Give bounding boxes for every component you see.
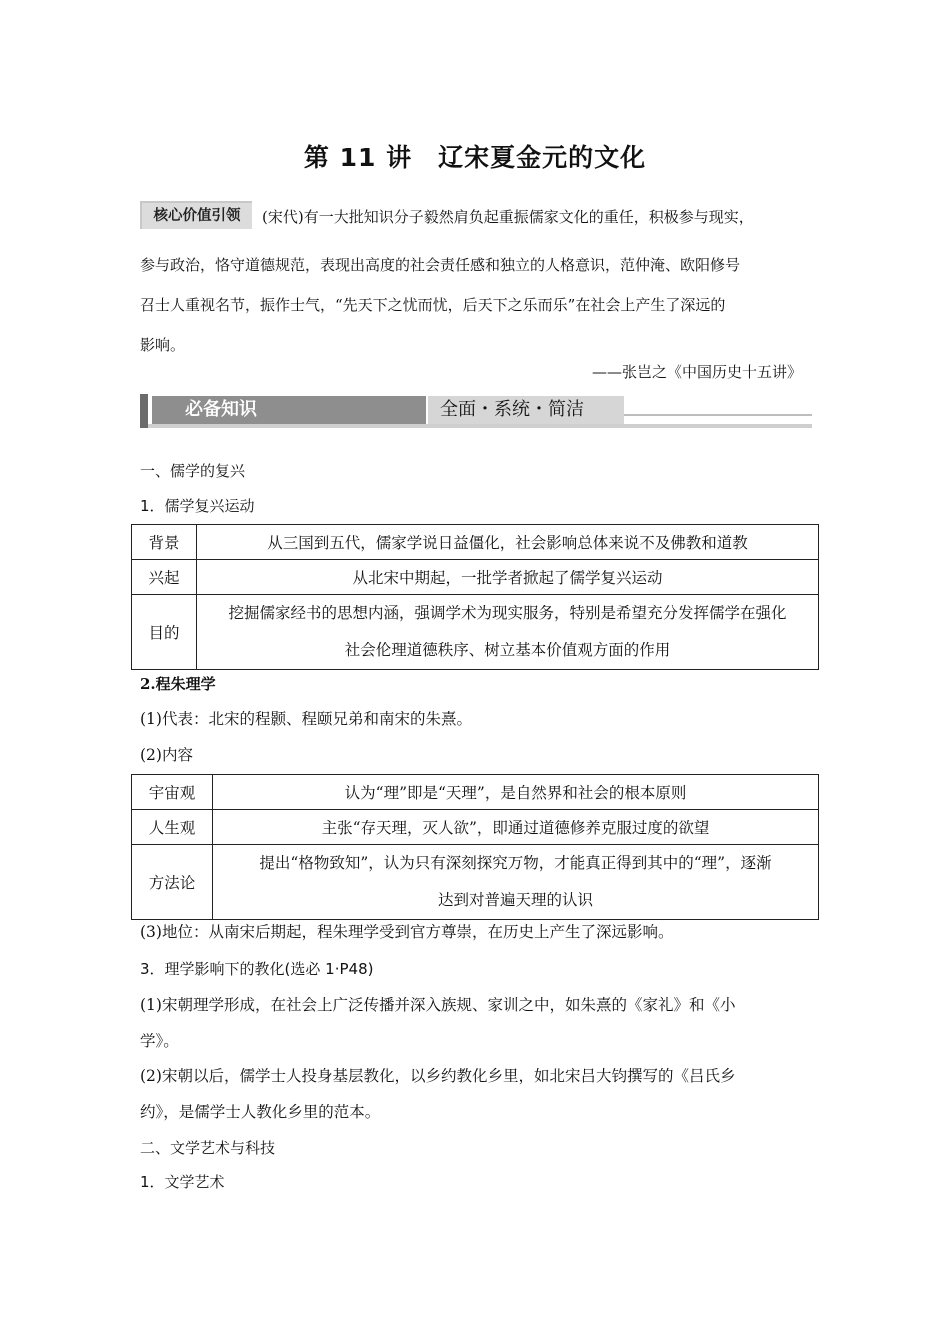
quote-source: ——张岂之《中国历史十五讲》: [591, 363, 802, 381]
paragraph-status: (3)地位：从南宋后期起，程朱理学受到官方尊崇，在历史上产生了深远影响。: [140, 923, 674, 941]
paragraph-line: 学》。: [140, 1032, 179, 1050]
table-revival: [131, 524, 819, 670]
quote-line-3: 召士人重视名节，振作士气，“先天下之忧而忧，后天下之乐而乐”在社会上产生了深远的: [140, 296, 726, 314]
section-2-heading: 二、文学艺术与科技: [140, 1139, 276, 1157]
banner-left-label: 必备知识: [185, 399, 257, 420]
subheading-2: 2.程朱理学: [140, 675, 216, 693]
subheading-3: 3．理学影响下的教化(选必 1·P48): [140, 960, 374, 978]
banner-bar: [140, 394, 148, 428]
banner-underline: [148, 424, 812, 428]
row-value-line: 社会伦理道德秩序、树立基本价值观方面的作用: [344, 641, 671, 659]
quote-text: (宋代)有一大批知识分子毅然肩负起重振儒家文化的重任，积极参与现实，: [262, 208, 754, 226]
banner-right-label: 全面・系统・简洁: [440, 399, 584, 420]
row-value: [197, 595, 819, 670]
row-key: 宇宙观: [132, 775, 213, 810]
subheading-1: 1．儒学复兴运动: [140, 497, 255, 515]
paragraph-content: (2)内容: [140, 746, 193, 764]
table-row: [132, 525, 819, 560]
row-key: 兴起: [132, 560, 197, 595]
paragraph-line: (2)宋朝以后，儒学士人投身基层教化，以乡约教化乡里，如北宋吕大钧撰写的《吕氏乡: [140, 1067, 736, 1085]
quote-line-4: 影响。: [140, 336, 186, 354]
row-value: [213, 845, 819, 920]
table-row: [132, 560, 819, 595]
paragraph-teaching-2: [140, 1058, 820, 1130]
row-value-line: 达到对普遍天理的认识: [437, 891, 593, 909]
row-key: 背景: [132, 525, 197, 560]
quote-line-2: 参与政治，恪守道德规范，表现出高度的社会责任感和独立的人格意识，范仲淹、欧阳修号: [140, 256, 741, 274]
row-key: 方法论: [132, 845, 213, 920]
section-2-subheading-1: 1．文学艺术: [140, 1173, 225, 1191]
table-row: [132, 810, 819, 845]
row-value: 从三国到五代，儒家学说日益僵化，社会影响总体来说不及佛教和道教: [197, 525, 819, 560]
paragraph-line: (1)宋朝理学形成，在社会上广泛传播并深入族规、家训之中，如朱熹的《家礼》和《小: [140, 996, 736, 1014]
table-row: [132, 775, 819, 810]
table-neo-confucianism: [131, 774, 819, 920]
section-1-heading: 一、儒学的复兴: [140, 462, 246, 480]
row-value: 从北宋中期起，一批学者掀起了儒学复兴运动: [197, 560, 819, 595]
banner-underline-thin: [624, 414, 812, 416]
core-value-badge: 核心价值引领: [140, 201, 252, 229]
row-value: 主张“存天理，灭人欲”，即通过道德修养克服过度的欲望: [213, 810, 819, 845]
row-key: 目的: [132, 595, 197, 670]
page-title: 第 11 讲 辽宋夏金元的文化: [303, 143, 647, 172]
table-row: [132, 595, 819, 670]
paragraph-line: 约》，是儒学士人教化乡里的范本。: [140, 1103, 381, 1121]
row-value-line: 提出“格物致知”，认为只有深刻探究万物，才能真正得到其中的“理”，逐渐: [259, 854, 772, 872]
quote-body: [140, 245, 820, 365]
paragraph-representatives: (1)代表：北宋的程颢、程颐兄弟和南宋的朱熹。: [140, 710, 472, 728]
row-key: 人生观: [132, 810, 213, 845]
paragraph-teaching-1: [140, 987, 820, 1059]
quote-line-1: [262, 197, 822, 237]
section-banner: [140, 394, 812, 428]
row-value-line: 挖掘儒家经书的思想内涵，强调学术为现实服务，特别是希望充分发挥儒学在强化: [228, 604, 787, 622]
table-row: [132, 845, 819, 920]
row-value: 认为“理”即是“天理”，是自然界和社会的根本原则: [213, 775, 819, 810]
